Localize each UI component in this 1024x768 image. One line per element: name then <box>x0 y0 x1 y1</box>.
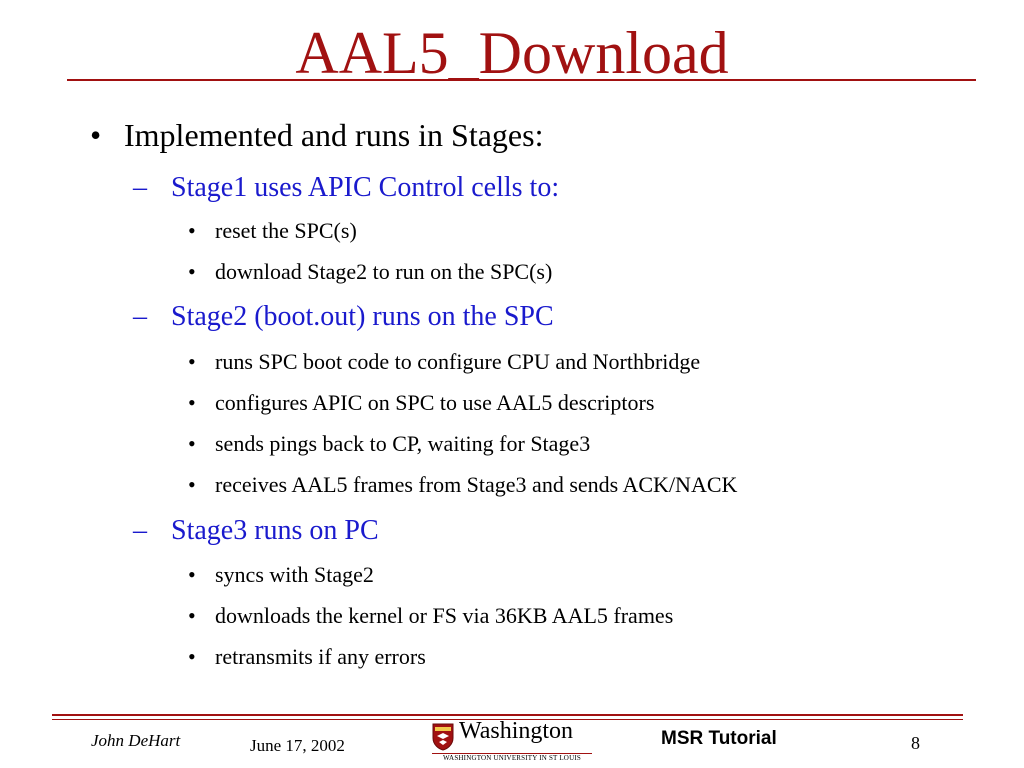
stage2-heading <box>133 300 554 334</box>
list-item-text: retransmits if any errors <box>215 644 426 669</box>
footer-author: John DeHart <box>91 731 181 750</box>
slide-title: AAL5_Download <box>295 20 729 86</box>
stage3-heading <box>133 514 379 548</box>
page-number: 8 <box>911 733 920 753</box>
list-item <box>188 561 374 588</box>
bullet-icon: • <box>188 603 196 628</box>
stage1-heading-text: Stage1 uses APIC Control cells to: <box>171 172 560 203</box>
list-item <box>188 258 552 285</box>
stage1-heading <box>133 171 559 205</box>
list-item-text: downloads the kernel or FS via 36KB AAL5 frames <box>215 603 674 628</box>
dash-icon: – <box>133 301 147 332</box>
logo-name: Washington <box>459 718 574 744</box>
bullet-icon: • <box>188 562 196 587</box>
bullet-icon: • <box>188 431 196 456</box>
list-item-text: runs SPC boot code to configure CPU and Northbridge <box>215 349 701 374</box>
list-item-text: receives AAL5 frames from Stage3 and sends ACK/NACK <box>215 472 738 497</box>
stage3-heading-text: Stage3 runs on PC <box>171 515 379 546</box>
bullet-icon: • <box>90 117 102 153</box>
list-item <box>188 430 590 457</box>
bullet-icon: • <box>188 259 196 284</box>
list-item <box>188 602 673 629</box>
list-item-text: reset the SPC(s) <box>215 218 357 243</box>
list-item-text: download Stage2 to run on the SPC(s) <box>215 259 553 284</box>
shield-icon <box>432 723 454 751</box>
dash-icon: – <box>133 515 147 546</box>
title-divider <box>67 79 976 81</box>
bullet-icon: • <box>188 390 196 415</box>
footer-date: June 17, 2002 <box>250 736 345 755</box>
bullet-icon: • <box>188 218 196 243</box>
list-item-text: syncs with Stage2 <box>215 562 374 587</box>
footer-divider <box>52 714 963 716</box>
list-item-text: configures APIC on SPC to use AAL5 descriptors <box>215 390 655 415</box>
logo-subtitle: WASHINGTON UNIVERSITY IN ST LOUIS <box>443 754 581 762</box>
bullet-icon: • <box>188 349 196 374</box>
list-item <box>188 217 357 244</box>
main-bullet-text: Implemented and runs in Stages: <box>124 117 544 153</box>
washington-university-logo <box>432 718 592 762</box>
bullet-icon: • <box>188 644 196 669</box>
dash-icon: – <box>133 172 147 203</box>
list-item <box>188 471 737 498</box>
list-item-text: sends pings back to CP, waiting for Stage3 <box>215 431 591 456</box>
footer-tutorial-label: MSR Tutorial <box>661 728 777 749</box>
list-item <box>188 389 654 416</box>
stage2-heading-text: Stage2 (boot.out) runs on the SPC <box>171 301 554 332</box>
list-item <box>188 348 700 375</box>
main-bullet <box>90 116 543 154</box>
bullet-icon: • <box>188 472 196 497</box>
list-item <box>188 643 426 670</box>
